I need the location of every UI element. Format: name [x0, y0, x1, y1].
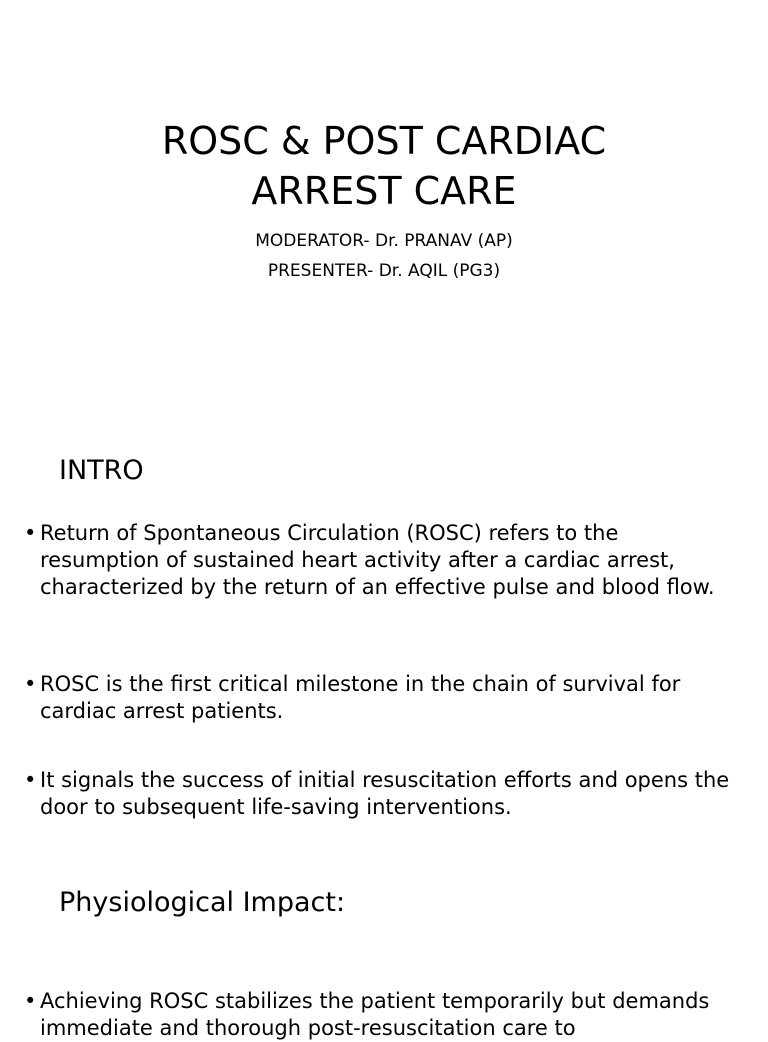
- bullet-dot: •: [24, 672, 37, 696]
- title-line-1: ROSC & POST CARDIAC: [161, 119, 607, 163]
- title-line-2: ARREST CARE: [251, 169, 517, 213]
- bullet-dot: •: [24, 768, 37, 792]
- bullet-dot: •: [24, 521, 37, 545]
- physiological-impact-heading: Physiological Impact:: [59, 887, 346, 918]
- bullet-text: Achieving ROSC stabilizes the patient temporarily but demands immediate and thorough post-resuscitation care to: [40, 989, 710, 1040]
- presenter-line: PRESENTER- Dr. AQIL (PG3): [267, 261, 501, 281]
- bullet-text: It signals the success of initial resuscitation efforts and opens the door to subsequent life-saving interventions.: [40, 768, 730, 819]
- intro-bullet-1: [24, 520, 744, 601]
- bullet-text: ROSC is the first critical milestone in the chain of survival for cardiac arrest patients.: [40, 672, 681, 723]
- title-block: [0, 116, 768, 286]
- intro-bullet-2: [24, 671, 744, 725]
- moderator-line: MODERATOR- Dr. PRANAV (AP): [255, 231, 513, 251]
- bullet-dot: •: [24, 989, 37, 1013]
- bullet-text: Return of Spontaneous Circulation (ROSC) refers to the resumption of sustained heart activity after a cardiac arrest, characterized by the return of an effective pulse and blood flow.: [40, 521, 715, 599]
- intro-heading: INTRO: [59, 455, 144, 486]
- physiological-bullet-1: [24, 988, 744, 1042]
- intro-bullet-3: [24, 767, 744, 821]
